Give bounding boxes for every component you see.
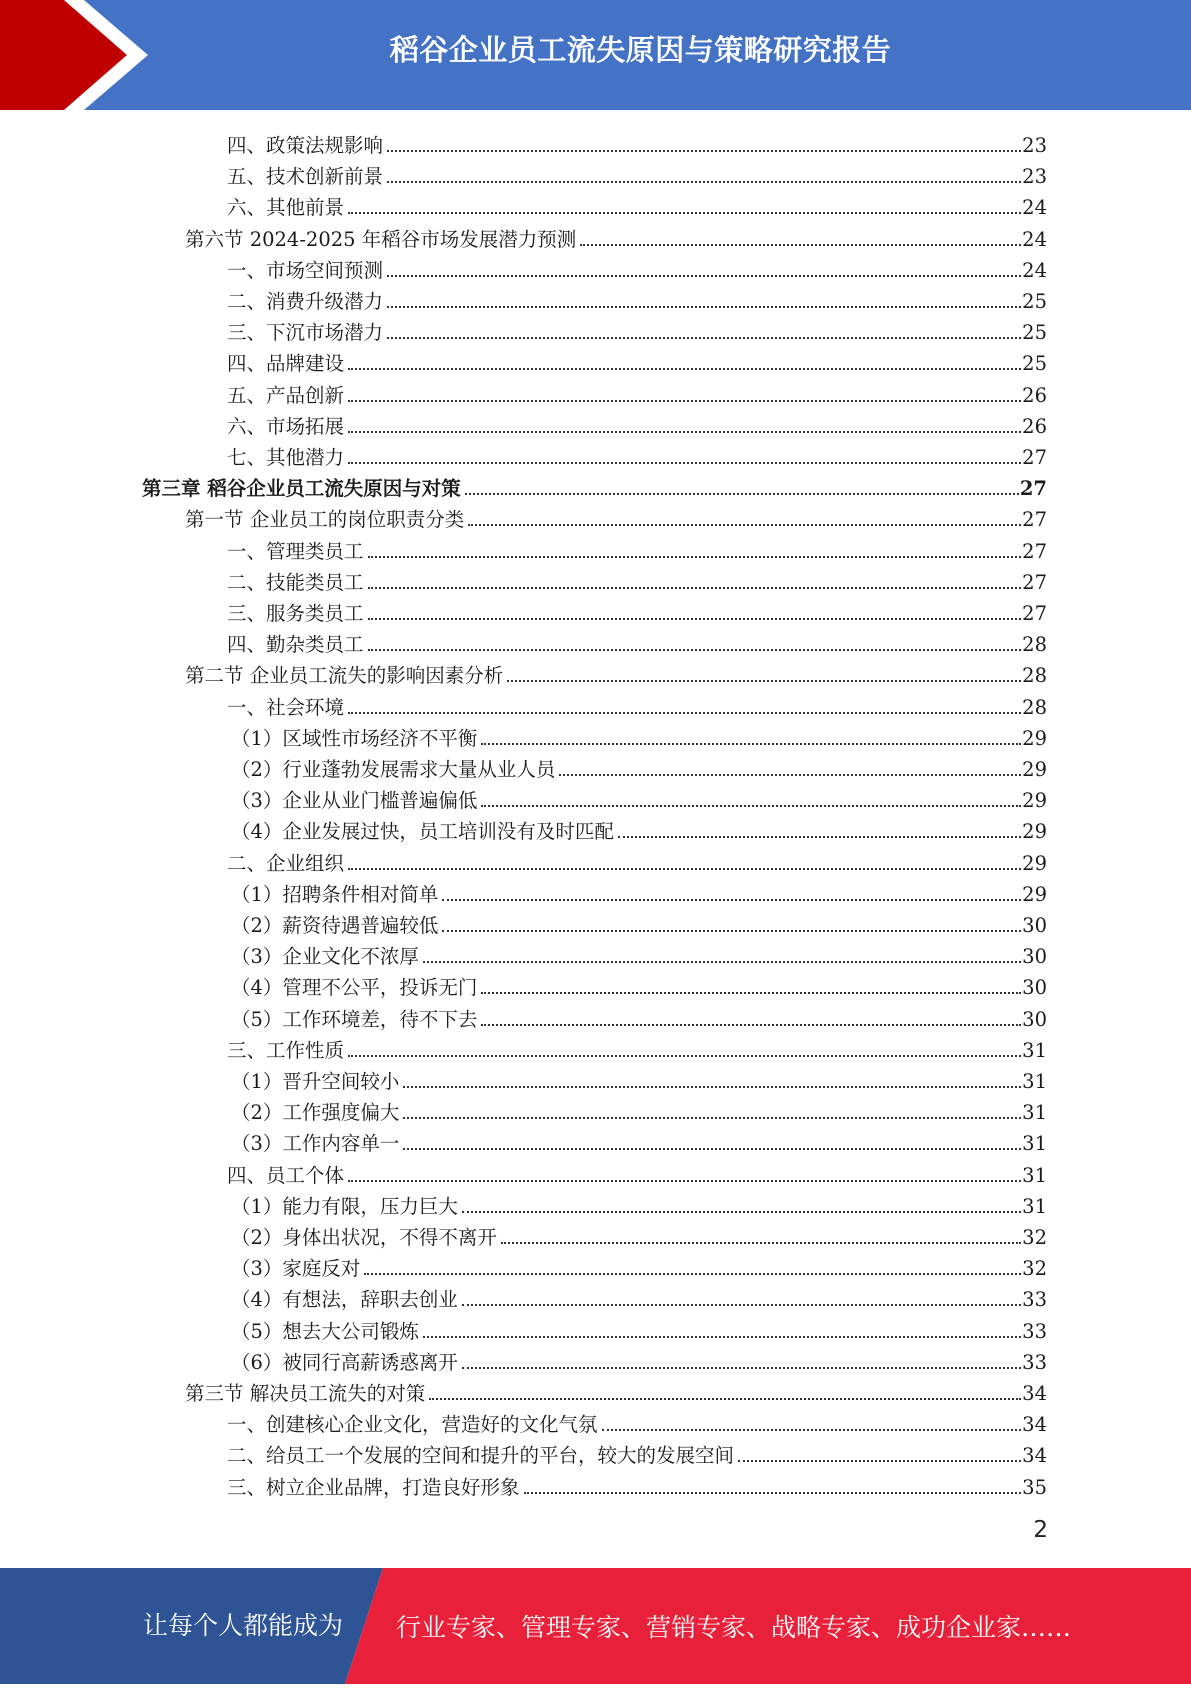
toc-entry-page: 24: [1022, 258, 1047, 282]
toc-entry-page: 34: [1022, 1413, 1047, 1437]
toc-entry-page: 25: [1022, 321, 1047, 345]
toc-entry-label: 六、市场拓展: [227, 414, 345, 438]
toc-dot-leader: [481, 992, 1021, 994]
toc-entry-page: 30: [1022, 914, 1047, 937]
toc-entry-page: 32: [1022, 1226, 1047, 1249]
toc-dot-leader: [387, 337, 1021, 339]
toc-entry-label: （3）家庭反对: [231, 1257, 361, 1281]
toc-dot-leader: [348, 368, 1021, 370]
toc-entry-sub[interactable]: [231, 1188, 1047, 1219]
toc-entry-sub[interactable]: [231, 1219, 1047, 1250]
toc-entry-page: 27: [1022, 570, 1047, 594]
toc-entry-page: 34: [1022, 1382, 1047, 1405]
toc-entry-sub[interactable]: [231, 876, 1047, 907]
toc-entry-page: 35: [1022, 1475, 1047, 1499]
toc-entry-page: 34: [1022, 1444, 1047, 1468]
toc-entry-page: 27: [1022, 508, 1047, 532]
toc-entry-chapter[interactable]: [142, 470, 1047, 501]
toc-entry-page: 27: [1022, 602, 1047, 625]
toc-dot-leader: [462, 1367, 1021, 1369]
page-number: 2: [1033, 1517, 1048, 1543]
toc-entry-section[interactable]: [185, 221, 1047, 252]
toc-entry-label: （2）薪资待遇普遍较低: [231, 914, 439, 937]
toc-entry-page: 27: [1022, 539, 1047, 563]
toc-entry-label: 四、政策法规影响: [227, 134, 384, 157]
toc-entry-section[interactable]: [185, 501, 1047, 532]
toc-entry-label: （4）管理不公平，投诉无门: [231, 976, 478, 1000]
toc-dot-leader: [348, 868, 1021, 870]
toc-entry-item[interactable]: [227, 408, 1047, 439]
toc-entry-sub[interactable]: [231, 907, 1047, 938]
toc-entry-label: 二、技能类员工: [227, 570, 364, 594]
toc-entry-page: 33: [1022, 1288, 1047, 1312]
toc-entry-sub[interactable]: [231, 1250, 1047, 1281]
toc-dot-leader: [462, 1211, 1021, 1213]
toc-entry-page: 24: [1022, 196, 1047, 220]
toc-entry-page: 28: [1022, 633, 1047, 657]
toc-entry-label: 三、树立企业品牌，打造良好形象: [227, 1475, 520, 1499]
toc-entry-label: 三、工作性质: [227, 1038, 345, 1062]
toc-entry-item[interactable]: [227, 564, 1047, 595]
toc-entry-page: 29: [1022, 851, 1047, 875]
toc-entry-label: （4）企业发展过快，员工培训没有及时匹配: [231, 820, 614, 844]
toc-entry-page: 33: [1022, 1350, 1047, 1374]
toc-entry-label: （1）招聘条件相对简单: [231, 882, 439, 906]
toc-dot-leader: [364, 1273, 1021, 1275]
toc-entry-label: 五、技术创新前景: [227, 165, 384, 189]
toc-entry-item[interactable]: [227, 252, 1047, 283]
toc-dot-leader: [462, 1304, 1021, 1306]
toc-entry-label: （3）企业文化不浓厚: [231, 945, 419, 969]
toc-entry-sub[interactable]: [231, 813, 1047, 844]
toc-entry-sub[interactable]: [231, 1281, 1047, 1312]
toc-dot-leader: [465, 493, 1019, 495]
toc-entry-page: 31: [1022, 1038, 1047, 1062]
toc-entry-page: 23: [1022, 134, 1047, 157]
page-footer: [0, 1568, 1191, 1684]
toc-dot-leader: [403, 1148, 1021, 1150]
toc-entry-label: （2）身体出状况，不得不离开: [231, 1226, 497, 1249]
toc-entry-sub[interactable]: [231, 1063, 1047, 1094]
toc-entry-label: 第二节 企业员工流失的影响因素分析: [185, 664, 504, 688]
toc-entry-label: 二、消费升级潜力: [227, 290, 384, 313]
toc-entry-item[interactable]: [227, 314, 1047, 345]
toc-entry-label: 二、企业组织: [227, 851, 345, 875]
toc-entry-item[interactable]: [227, 158, 1047, 189]
toc-entry-label: 第三章 稻谷企业员工流失原因与对策: [142, 477, 461, 501]
toc-dot-leader: [442, 899, 1021, 901]
toc-dot-leader: [738, 1460, 1021, 1462]
toc-entry-item[interactable]: [227, 283, 1047, 314]
toc-entry-label: （6）被同行高薪诱惑离开: [231, 1350, 458, 1374]
toc-entry-item[interactable]: [227, 127, 1047, 158]
toc-entry-page: 29: [1022, 882, 1047, 906]
toc-entry-page: 31: [1022, 1194, 1047, 1218]
toc-entry-label: 一、创建核心企业文化，营造好的文化气氛: [227, 1413, 598, 1437]
toc-dot-leader: [618, 836, 1021, 838]
toc-entry-page: 25: [1022, 352, 1047, 376]
toc-entry-label: 四、员工个体: [227, 1163, 345, 1187]
toc-dot-leader: [387, 181, 1021, 183]
toc-entry-label: （4）有想法，辞职去创业: [231, 1288, 458, 1312]
toc-entry-label: （2）工作强度偏大: [231, 1101, 400, 1125]
toc-entry-page: 26: [1022, 414, 1047, 438]
footer-slogan-left: 让每个人都能成为: [143, 1611, 344, 1640]
toc-dot-leader: [368, 556, 1022, 558]
toc-entry-page: 28: [1022, 695, 1047, 719]
toc-entry-label: （1）区域性市场经济不平衡: [231, 726, 478, 750]
toc-dot-leader: [481, 805, 1021, 807]
toc-entry-label: 七、其他潜力: [227, 446, 345, 469]
toc-entry-sub[interactable]: [231, 782, 1047, 813]
toc-entry-label: 第三节 解决员工流失的对策: [185, 1382, 426, 1405]
toc-entry-label: （1）能力有限，压力巨大: [231, 1194, 458, 1218]
toc-dot-leader: [423, 961, 1021, 963]
toc-entry-page: 27: [1022, 446, 1047, 469]
toc-dot-leader: [387, 306, 1021, 308]
toc-dot-leader: [387, 275, 1021, 277]
toc-entry-page: 31: [1022, 1101, 1047, 1125]
toc-entry-page: 23: [1022, 165, 1047, 189]
toc-entry-item[interactable]: [227, 533, 1047, 564]
toc-entry-sub[interactable]: [231, 969, 1047, 1000]
toc-entry-page: 29: [1022, 789, 1047, 813]
toc-entry-label: （3）企业从业门槛普遍偏低: [231, 789, 478, 813]
toc-entry-item[interactable]: [227, 439, 1047, 470]
toc-entry-page: 29: [1022, 726, 1047, 750]
toc-entry-page: 31: [1022, 1070, 1047, 1093]
toc-entry-label: 四、品牌建设: [227, 352, 345, 376]
toc-entry-item[interactable]: [227, 626, 1047, 657]
toc-dot-leader: [423, 1336, 1021, 1338]
toc-entry-label: （2）行业蓬勃发展需求大量从业人员: [231, 758, 556, 781]
toc-entry-page: 25: [1022, 290, 1047, 313]
toc-dot-leader: [368, 587, 1022, 589]
toc-dot-leader: [348, 400, 1021, 402]
toc-entry-label: （5）想去大公司锻炼: [231, 1319, 419, 1343]
toc-entry-item[interactable]: [227, 345, 1047, 376]
toc-entry-label: （5）工作环境差，待不下去: [231, 1007, 478, 1031]
toc-entry-label: （1）晋升空间较小: [231, 1070, 400, 1093]
toc-dot-leader: [348, 1055, 1021, 1057]
toc-dot-leader: [559, 774, 1021, 776]
toc-entry-item[interactable]: [227, 1437, 1047, 1468]
toc-entry-item[interactable]: [227, 689, 1047, 720]
toc-entry-section[interactable]: [185, 657, 1047, 688]
toc-entry-page: 26: [1022, 383, 1047, 407]
toc-dot-leader: [507, 680, 1021, 682]
toc-entry-label: 一、社会环境: [227, 695, 345, 719]
toc-entry-label: 六、其他前景: [227, 196, 345, 220]
toc-entry-page: 30: [1022, 976, 1047, 1000]
toc-entry-item[interactable]: [227, 1469, 1047, 1500]
toc-entry-page: 30: [1022, 1007, 1047, 1031]
toc-entry-item[interactable]: [227, 1406, 1047, 1437]
toc-dot-leader: [387, 150, 1021, 152]
toc-dot-leader: [403, 1086, 1021, 1088]
toc-entry-label: 三、服务类员工: [227, 602, 364, 625]
toc-entry-label: 二、给员工一个发展的空间和提升的平台，较大的发展空间: [227, 1444, 735, 1468]
toc-entry-sub[interactable]: [231, 938, 1047, 969]
toc-entry-page: 32: [1022, 1257, 1047, 1281]
toc-entry-sub[interactable]: [231, 1125, 1047, 1156]
toc-dot-leader: [403, 1117, 1021, 1119]
toc-entry-label: 四、勤杂类员工: [227, 633, 364, 657]
toc-dot-leader: [348, 212, 1021, 214]
toc-entry-item[interactable]: [227, 595, 1047, 626]
toc-entry-page: 29: [1022, 758, 1047, 781]
toc-entry-item[interactable]: [227, 1032, 1047, 1063]
toc-dot-leader: [368, 618, 1022, 620]
footer-slogan-right: 行业专家、管理专家、营销专家、战略专家、成功企业家……: [396, 1613, 1072, 1642]
toc-dot-leader: [368, 649, 1022, 651]
toc-entry-sub[interactable]: [231, 720, 1047, 751]
toc-entry-label: 一、管理类员工: [227, 539, 364, 563]
toc-entry-sub[interactable]: [231, 1313, 1047, 1344]
toc-dot-leader: [348, 712, 1021, 714]
toc-dot-leader: [501, 1242, 1021, 1244]
toc-entry-label: 一、市场空间预测: [227, 258, 384, 282]
toc-dot-leader: [348, 431, 1021, 433]
toc-entry-item[interactable]: [227, 1157, 1047, 1188]
toc-entry-page: 33: [1022, 1319, 1047, 1343]
toc-entry-page: 31: [1022, 1163, 1047, 1187]
document-title: 稻谷企业员工流失原因与策略研究报告: [389, 33, 892, 67]
toc-dot-leader: [580, 244, 1021, 246]
toc-dot-leader: [524, 1492, 1022, 1494]
toc-entry-item[interactable]: [227, 189, 1047, 220]
toc-entry-page: 29: [1022, 820, 1047, 844]
toc-entry-sub[interactable]: [231, 751, 1047, 782]
toc-entry-sub[interactable]: [231, 1094, 1047, 1125]
toc-entry-item[interactable]: [227, 845, 1047, 876]
toc-dot-leader: [348, 1180, 1021, 1182]
toc-entry-label: 第六节 2024-2025 年稻谷市场发展潜力预测: [185, 227, 577, 251]
toc-dot-leader: [602, 1429, 1022, 1431]
toc-entry-section[interactable]: [185, 1375, 1047, 1406]
toc-entry-item[interactable]: [227, 377, 1047, 408]
toc-entry-page: 31: [1022, 1132, 1047, 1156]
toc-entry-label: 三、下沉市场潜力: [227, 321, 384, 345]
toc-dot-leader: [481, 743, 1021, 745]
toc-dot-leader: [468, 524, 1021, 526]
toc-entry-sub[interactable]: [231, 1344, 1047, 1375]
toc-entry-label: 五、产品创新: [227, 383, 345, 407]
toc-dot-leader: [348, 462, 1021, 464]
toc-entry-label: （3）工作内容单一: [231, 1132, 400, 1156]
toc-entry-page: 27: [1019, 477, 1047, 501]
toc-dot-leader: [442, 930, 1021, 932]
toc-entry-label: 第一节 企业员工的岗位职责分类: [185, 508, 465, 532]
toc-dot-leader: [429, 1398, 1021, 1400]
toc-entry-sub[interactable]: [231, 1001, 1047, 1032]
toc-entry-page: 24: [1022, 227, 1047, 251]
page-header: [0, 0, 1191, 110]
toc-dot-leader: [481, 1024, 1021, 1026]
toc-entry-page: 30: [1022, 945, 1047, 969]
toc-entry-page: 28: [1022, 664, 1047, 688]
